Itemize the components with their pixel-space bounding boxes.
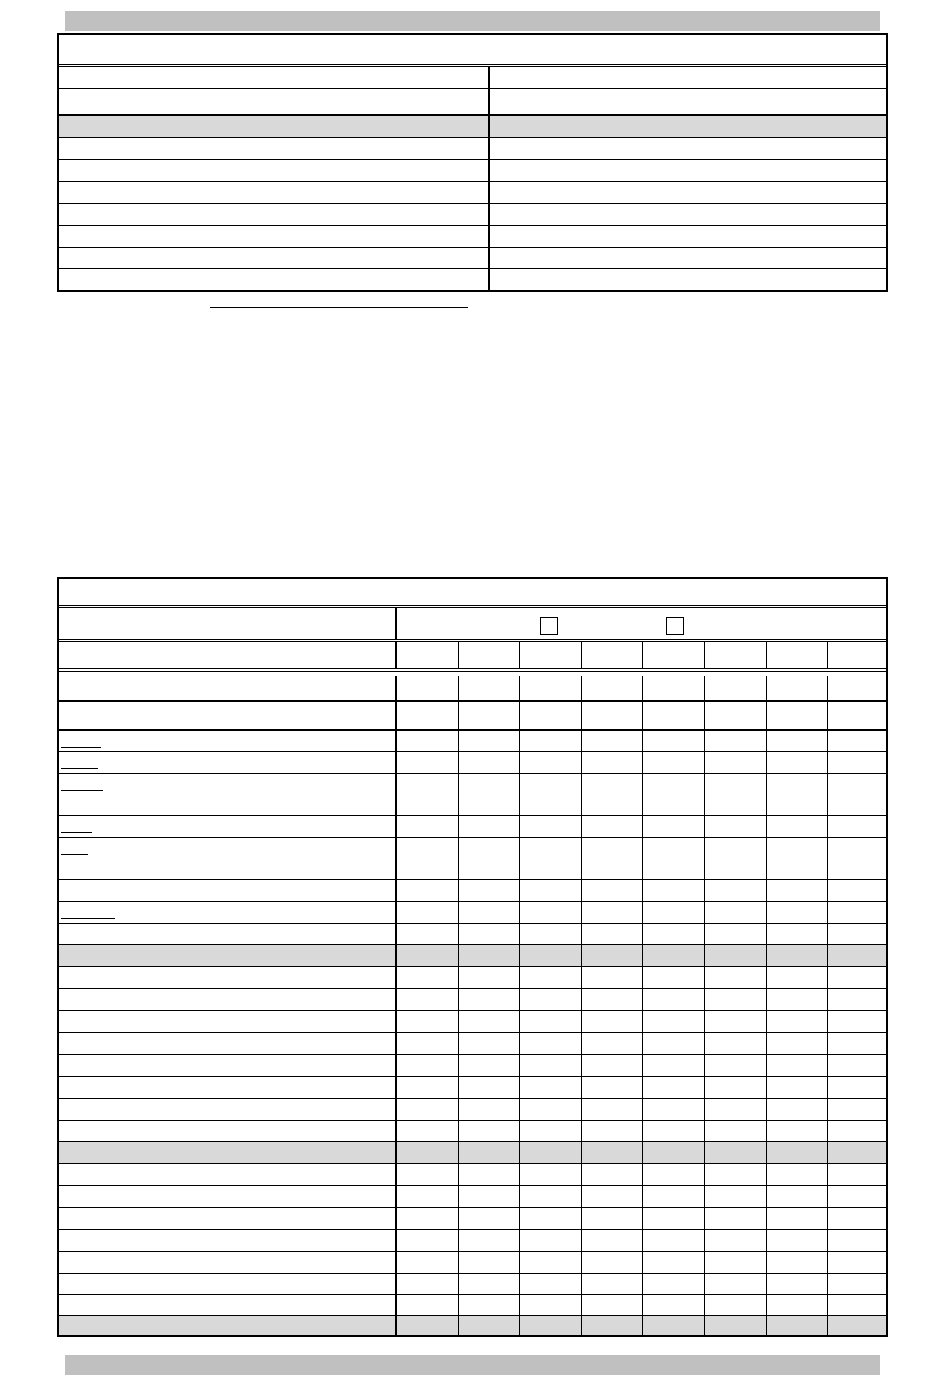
table-cell [59,226,490,247]
value-cell-divider [458,702,459,729]
value-cell-divider [458,924,459,944]
table-row [59,1077,886,1099]
value-cell-divider [766,1252,767,1273]
value-cell-divider [766,1077,767,1098]
table-row [59,138,886,160]
table-row [59,1252,886,1274]
value-cell-divider [827,1055,828,1076]
value-cell-divider [766,924,767,944]
value-cell-divider [827,838,828,879]
table-row [59,774,886,816]
table-row [59,924,886,945]
value-cell-divider [827,1099,828,1120]
value-cell-divider [642,676,643,700]
value-cell-divider [642,1186,643,1207]
table-cell [59,116,490,137]
row-label-cell [59,1274,397,1294]
value-cell-divider [519,676,520,700]
value-cell-divider [766,967,767,988]
value-cell-divider [642,1142,643,1163]
value-cell-divider [766,816,767,837]
value-cell-divider [519,1099,520,1120]
row-label-cell [59,902,397,923]
value-cell-divider [704,1011,705,1032]
row-label-cell [59,880,397,901]
value-cell-divider [642,1208,643,1229]
value-cell-divider [827,1208,828,1229]
value-cell-divider [581,702,582,729]
value-cell-divider [581,1295,582,1315]
value-cell-divider [642,1121,643,1141]
value-cell-divider [642,1274,643,1294]
row-label-cell [59,1316,397,1335]
value-cell-divider [519,774,520,815]
value-cell-divider [519,967,520,988]
value-cell-divider [581,1230,582,1251]
value-cell-divider [827,1121,828,1141]
table-row [59,1164,886,1186]
value-cell-divider [827,774,828,815]
value-cell-divider [766,1186,767,1207]
value-cell-divider [458,945,459,966]
value-cell-divider [642,774,643,815]
value-cell-divider [581,1252,582,1273]
table-cell [59,67,490,88]
value-cell-divider [519,1077,520,1098]
value-cell-divider [519,902,520,923]
table-row [59,1055,886,1077]
row-label-cell [59,752,397,773]
column-divider [519,642,520,668]
value-cell-divider [642,902,643,923]
table-row [59,902,886,924]
value-cell-divider [581,945,582,966]
value-cell-divider [458,1055,459,1076]
table-row [59,248,886,269]
value-cell-divider [642,1099,643,1120]
value-cell-divider [642,989,643,1010]
value-cell-divider [581,774,582,815]
row-label-cell [59,702,397,729]
value-cell-divider [581,1077,582,1098]
value-cell-divider [704,902,705,923]
value-cell-divider [519,1230,520,1251]
value-cell-divider [827,1295,828,1315]
value-cell-divider [519,1121,520,1141]
value-cell-divider [519,1295,520,1315]
table-cell [59,160,490,181]
row-label-cell [59,1121,397,1141]
table-row [59,1121,886,1142]
value-cell-divider [766,838,767,879]
value-cell-divider [766,1208,767,1229]
selector-row [59,608,886,642]
value-cell-divider [827,1274,828,1294]
value-cell-divider [704,838,705,879]
row-label-cell [59,838,397,879]
value-cell-divider [766,1230,767,1251]
value-cell-divider [519,1208,520,1229]
value-cell-divider [704,1186,705,1207]
value-cell-divider [581,924,582,944]
value-cell-divider [766,1164,767,1185]
value-cell-divider [519,702,520,729]
selector-label [59,608,397,639]
table-row [59,269,886,290]
value-cell-divider [519,1186,520,1207]
table-cell [59,269,490,290]
table-row [59,204,886,226]
value-cell-divider [704,1121,705,1141]
value-cell-divider [827,752,828,773]
row-label-cell [59,1252,397,1273]
row-label-cell [59,967,397,988]
value-cell-divider [519,1033,520,1054]
value-cell-divider [581,1316,582,1335]
value-cell-divider [519,945,520,966]
footer-band [65,1355,880,1375]
value-cell-divider [766,1055,767,1076]
value-cell-divider [827,880,828,901]
value-cell-divider [642,880,643,901]
value-cell-divider [519,838,520,879]
value-cell-divider [704,1099,705,1120]
value-cell-divider [704,967,705,988]
column-divider [581,642,582,668]
table-row [59,226,886,248]
row-label-underline [61,790,103,791]
row-label-cell [59,676,397,700]
value-cell-divider [827,731,828,751]
value-cell-divider [766,945,767,966]
value-cell-divider [458,731,459,751]
table-row [59,838,886,880]
value-cell-divider [581,1011,582,1032]
column-divider [642,642,643,668]
option-2-checkbox[interactable] [666,617,684,635]
value-cell-divider [766,774,767,815]
option-1-checkbox[interactable] [540,617,558,635]
value-cell-divider [458,752,459,773]
table-row [59,1099,886,1121]
value-cell-divider [581,989,582,1010]
table-row [59,1142,886,1164]
value-cell-divider [458,1252,459,1273]
detail-table [57,577,888,1337]
value-cell-divider [458,1011,459,1032]
value-cell-divider [827,1252,828,1273]
value-cell-divider [581,967,582,988]
value-cell-divider [642,1230,643,1251]
row-label-underline [61,747,101,748]
table-cell [59,89,490,114]
value-cell-divider [581,1186,582,1207]
value-cell-divider [827,816,828,837]
row-label-cell [59,1186,397,1207]
value-cell-divider [581,1142,582,1163]
row-label-cell [59,924,397,944]
value-cell-divider [827,1186,828,1207]
value-cell-divider [704,1055,705,1076]
column-divider [827,642,828,668]
table-cell [59,138,490,159]
value-cell-divider [581,1121,582,1141]
value-cell-divider [581,676,582,700]
value-cell-divider [704,1252,705,1273]
value-cell-divider [458,1230,459,1251]
value-cell-divider [519,1274,520,1294]
table-row [59,967,886,989]
row-label-cell [59,1208,397,1229]
detail-table-title [59,579,886,608]
value-cell-divider [704,945,705,966]
table-row [59,160,886,182]
column-header-row [59,642,886,672]
value-cell-divider [642,731,643,751]
value-cell-divider [458,880,459,901]
value-cell-divider [458,838,459,879]
value-cell-divider [642,1252,643,1273]
value-cell-divider [827,1011,828,1032]
value-cell-divider [581,1164,582,1185]
value-cell-divider [642,702,643,729]
value-cell-divider [458,989,459,1010]
value-cell-divider [519,1316,520,1335]
value-cell-divider [458,967,459,988]
value-cell-divider [704,752,705,773]
row-label-cell [59,1230,397,1251]
row-label-cell [59,774,397,815]
value-cell-divider [827,967,828,988]
value-cell-divider [704,1274,705,1294]
value-cell-divider [766,752,767,773]
value-cell-divider [827,676,828,700]
summary-table [57,33,888,292]
value-cell-divider [642,924,643,944]
value-cell-divider [704,1295,705,1315]
row-label-cell [59,1142,397,1163]
value-cell-divider [519,1142,520,1163]
table-row [59,1011,886,1033]
value-cell-divider [581,880,582,901]
table-cell [59,182,490,203]
value-cell-divider [458,676,459,700]
value-cell-divider [642,752,643,773]
value-cell-divider [458,1142,459,1163]
row-label-cell [59,1295,397,1315]
value-cell-divider [766,989,767,1010]
value-cell-divider [642,1055,643,1076]
value-cell-divider [581,902,582,923]
row-label-cell [59,1055,397,1076]
value-cell-divider [642,1011,643,1032]
value-cell-divider [766,1011,767,1032]
value-cell-divider [581,816,582,837]
summary-table-title [59,35,886,67]
value-cell-divider [458,1316,459,1335]
value-cell-divider [581,1274,582,1294]
table-row [59,676,886,702]
value-cell-divider [642,1164,643,1185]
value-cell-divider [458,1274,459,1294]
value-cell-divider [581,731,582,751]
value-cell-divider [642,1316,643,1335]
column-divider [704,642,705,668]
row-label-cell [59,1011,397,1032]
table-row [59,182,886,204]
row-label-cell [59,816,397,837]
row-label-underline [61,768,98,769]
value-cell-divider [827,924,828,944]
value-cell-divider [766,1274,767,1294]
row-label-cell [59,945,397,966]
table-row [59,880,886,902]
column-divider [458,642,459,668]
value-cell-divider [766,702,767,729]
value-cell-divider [704,1316,705,1335]
value-cell-divider [642,816,643,837]
row-label-cell [59,1099,397,1120]
table-row [59,89,886,116]
signature-line [210,307,468,308]
value-cell-divider [766,902,767,923]
table-row [59,989,886,1011]
row-label-cell [59,989,397,1010]
row-label-cell [59,731,397,751]
value-cell-divider [704,816,705,837]
value-cell-divider [827,702,828,729]
value-cell-divider [827,902,828,923]
table-row [59,1208,886,1230]
value-cell-divider [827,1077,828,1098]
value-cell-divider [766,1033,767,1054]
value-cell-divider [458,1077,459,1098]
header-band [65,11,880,31]
value-cell-divider [704,731,705,751]
value-cell-divider [766,1316,767,1335]
value-cell-divider [704,1077,705,1098]
value-cell-divider [519,1164,520,1185]
value-cell-divider [827,1164,828,1185]
value-cell-divider [458,1121,459,1141]
value-cell-divider [458,1099,459,1120]
value-cell-divider [458,774,459,815]
value-cell-divider [519,1011,520,1032]
value-cell-divider [766,1121,767,1141]
table-row [59,116,886,138]
value-cell-divider [581,838,582,879]
value-cell-divider [458,1186,459,1207]
value-cell-divider [519,1055,520,1076]
value-cell-divider [581,1208,582,1229]
value-cell-divider [704,702,705,729]
value-cell-divider [766,731,767,751]
value-cell-divider [827,1230,828,1251]
value-cell-divider [642,945,643,966]
column-divider [766,642,767,668]
value-cell-divider [581,752,582,773]
table-cell [59,204,490,225]
column-header-label [59,642,397,668]
value-cell-divider [519,731,520,751]
value-cell-divider [519,752,520,773]
table-row [59,67,886,89]
value-cell-divider [704,774,705,815]
table-row [59,816,886,838]
value-cell-divider [642,1077,643,1098]
value-cell-divider [766,676,767,700]
value-cell-divider [766,1295,767,1315]
value-cell-divider [519,816,520,837]
value-cell-divider [704,1230,705,1251]
value-cell-divider [642,1033,643,1054]
row-label-cell [59,1033,397,1054]
value-cell-divider [704,676,705,700]
table-cell [59,248,490,268]
value-cell-divider [827,989,828,1010]
table-row [59,752,886,774]
value-cell-divider [766,1099,767,1120]
value-cell-divider [704,989,705,1010]
value-cell-divider [581,1055,582,1076]
value-cell-divider [519,989,520,1010]
value-cell-divider [581,1099,582,1120]
value-cell-divider [642,967,643,988]
value-cell-divider [827,1142,828,1163]
row-label-cell [59,1164,397,1185]
value-cell-divider [458,1164,459,1185]
value-cell-divider [704,880,705,901]
row-label-underline [61,918,115,919]
table-row [59,702,886,731]
value-cell-divider [642,1295,643,1315]
value-cell-divider [704,1033,705,1054]
value-cell-divider [458,1295,459,1315]
table-row [59,945,886,967]
table-row [59,731,886,752]
value-cell-divider [766,1142,767,1163]
row-label-underline [61,832,92,833]
value-cell-divider [642,838,643,879]
value-cell-divider [519,1252,520,1273]
value-cell-divider [519,924,520,944]
value-cell-divider [581,1033,582,1054]
row-label-underline [61,854,88,855]
value-cell-divider [704,1208,705,1229]
table-row [59,1186,886,1208]
value-cell-divider [458,816,459,837]
value-cell-divider [827,1316,828,1335]
table-row [59,1033,886,1055]
table-row [59,1316,886,1335]
table-row [59,1274,886,1295]
value-cell-divider [704,1164,705,1185]
value-cell-divider [704,1142,705,1163]
value-cell-divider [519,880,520,901]
value-cell-divider [458,902,459,923]
table-row [59,1230,886,1252]
table-row [59,1295,886,1316]
value-cell-divider [766,880,767,901]
value-cell-divider [827,1033,828,1054]
value-cell-divider [458,1033,459,1054]
value-cell-divider [458,1208,459,1229]
value-cell-divider [827,945,828,966]
row-label-cell [59,1077,397,1098]
value-cell-divider [704,924,705,944]
